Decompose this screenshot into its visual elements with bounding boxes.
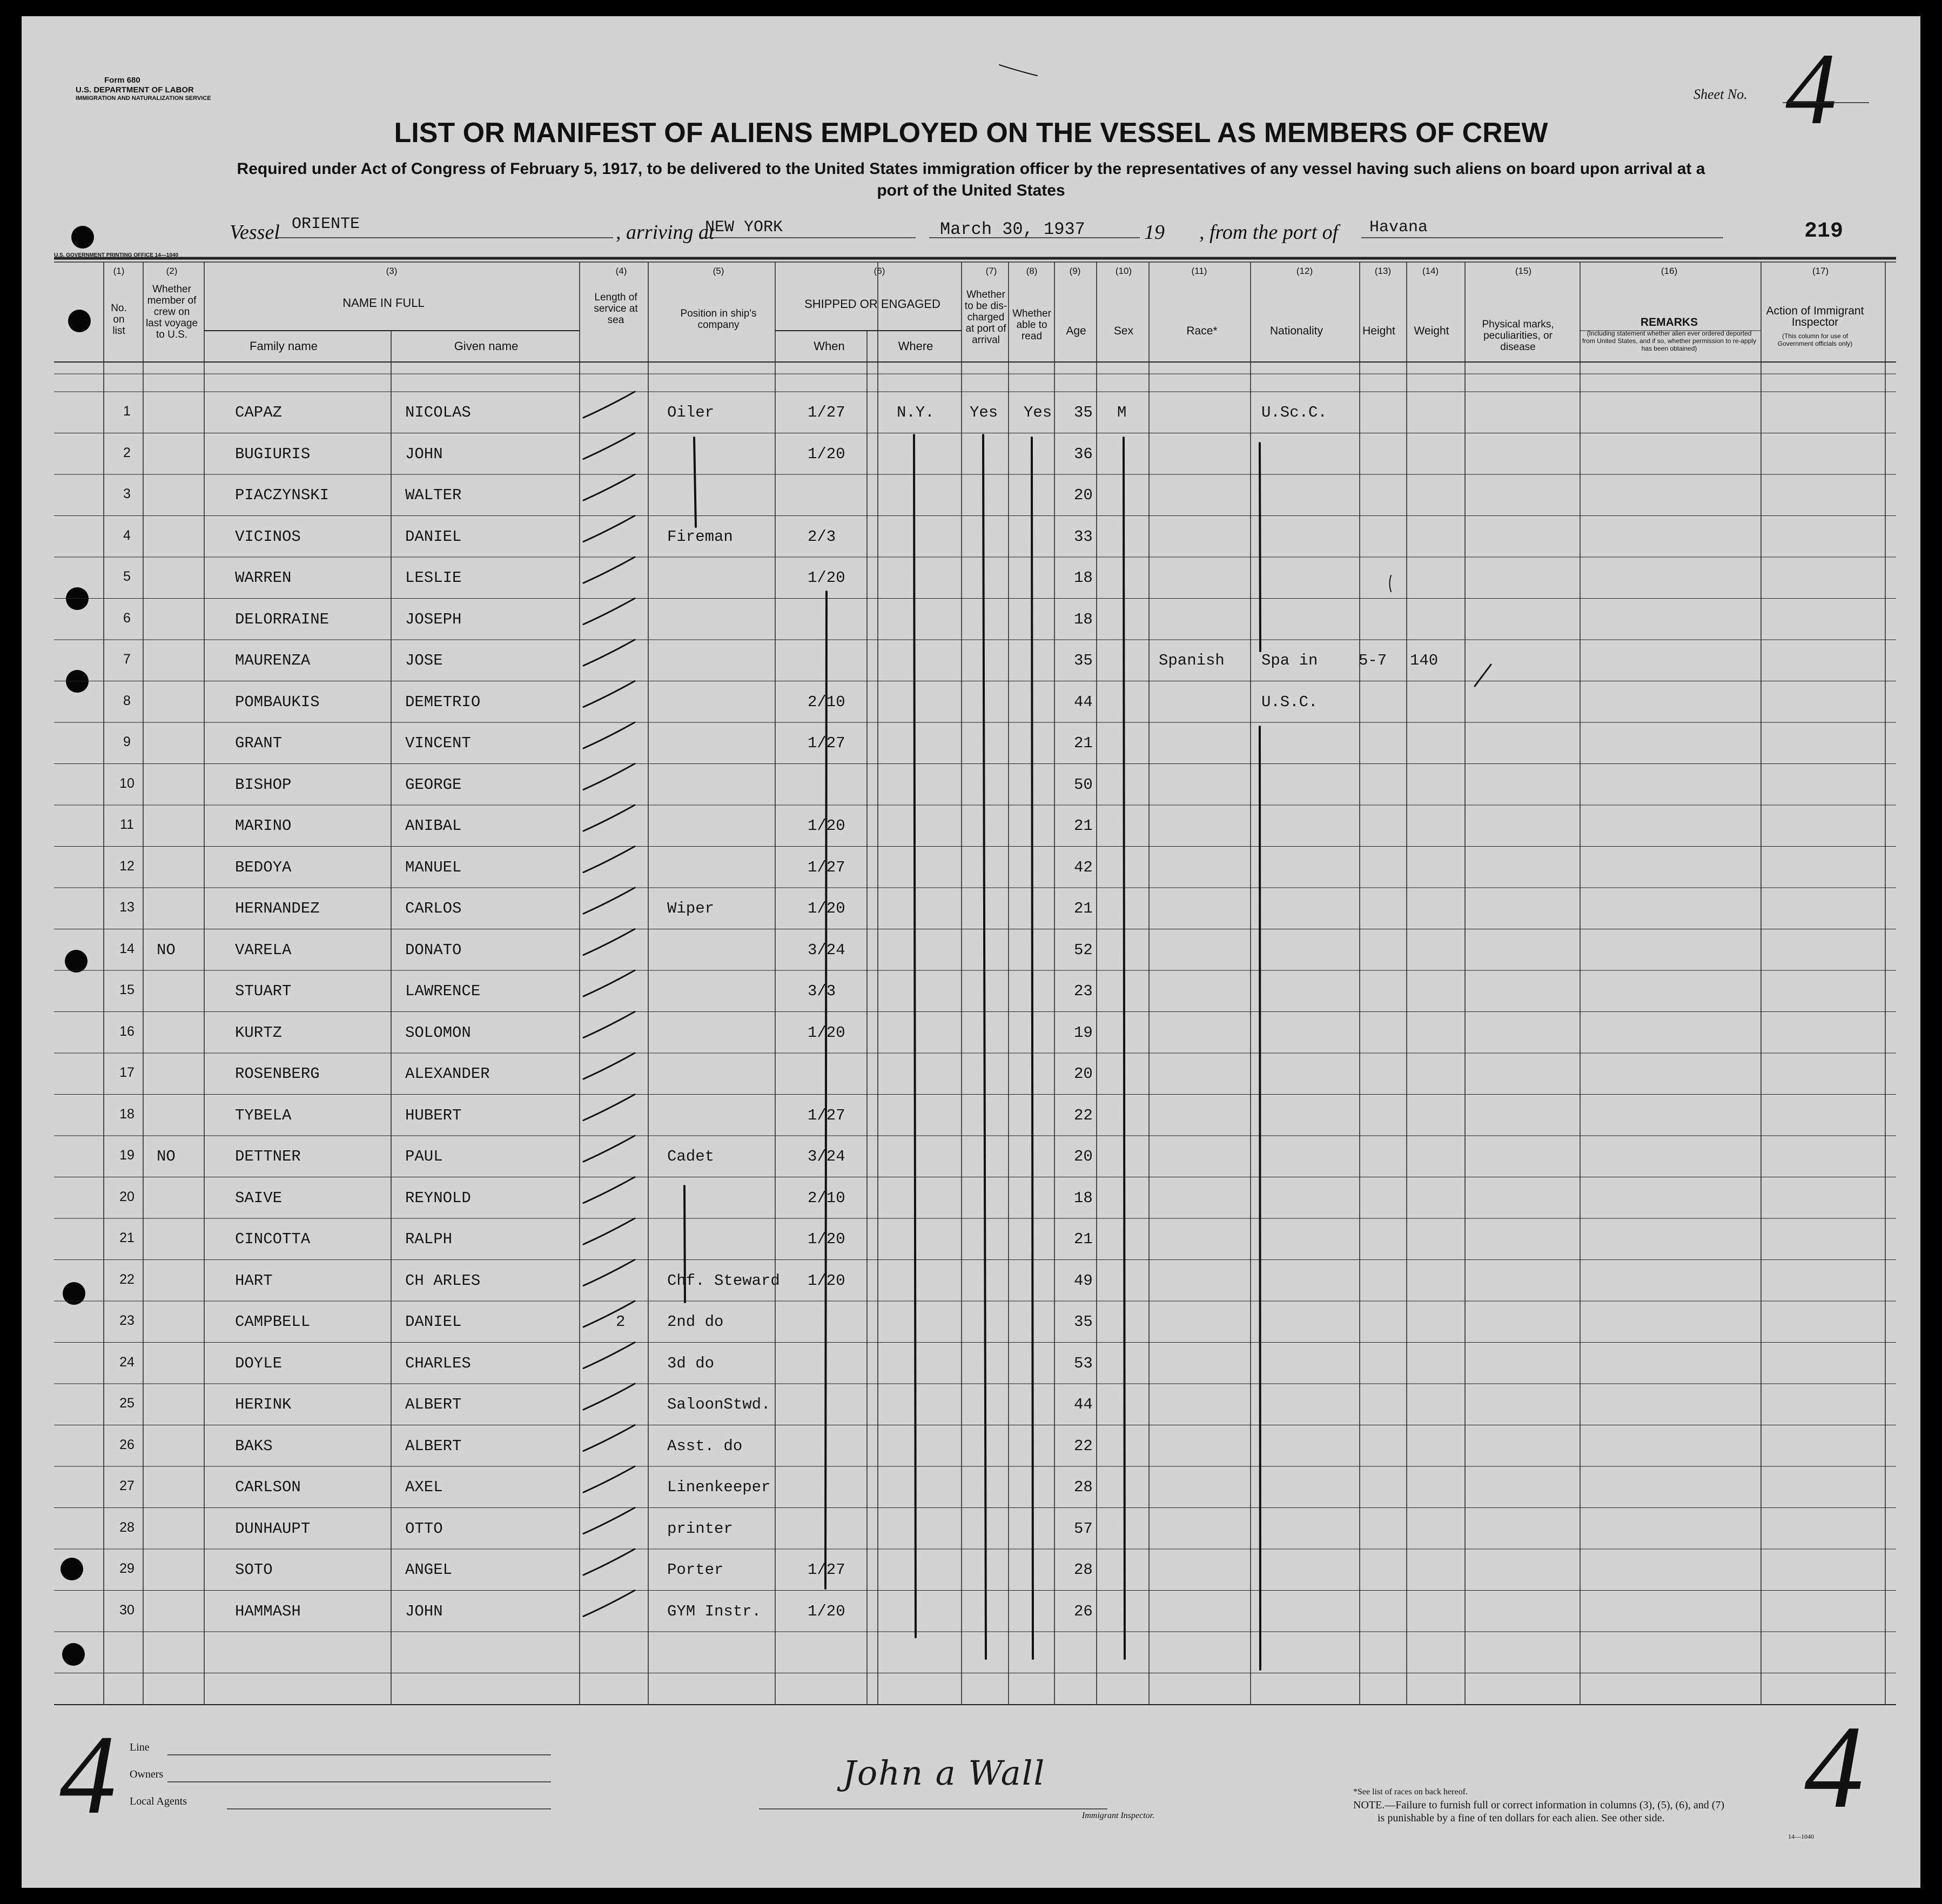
cell-age: 35 — [1074, 1313, 1093, 1331]
cell-given: CARLOS — [405, 900, 462, 917]
cell-when: 1/20 — [808, 445, 845, 463]
note-races: *See list of races on back hereof. — [1353, 1787, 1468, 1796]
cell-age: 20 — [1074, 1065, 1093, 1083]
cell-age: 19 — [1074, 1023, 1093, 1042]
cell-nationality: U.S.C. — [1261, 693, 1318, 711]
cell-given: AXEL — [405, 1478, 443, 1496]
cell-position: Linenkeeper — [667, 1478, 771, 1496]
header-action-note: (This column for use of Government officials only) — [1777, 332, 1853, 347]
punch-hole — [62, 1643, 85, 1666]
cell-age: 28 — [1074, 1478, 1093, 1496]
column-number: (6) — [873, 266, 885, 276]
row-number: 24 — [119, 1354, 135, 1370]
header-able-to-read: Whether able to read — [1012, 308, 1051, 342]
cell-when: 1/20 — [808, 900, 845, 917]
cell-position: 2nd do — [667, 1313, 724, 1331]
cell-family: VICINOS — [235, 527, 301, 546]
cell-given: DANIEL — [405, 527, 462, 546]
arrival-date: March 30, 1937 — [940, 219, 1085, 239]
cell-position: 3d do — [667, 1354, 715, 1372]
cell-age: 22 — [1074, 1106, 1093, 1124]
cell-given: ALBERT — [405, 1396, 462, 1413]
cell-age: 18 — [1074, 610, 1093, 628]
cell-family: CAMPBELL — [235, 1313, 311, 1331]
row-number: 10 — [119, 775, 135, 791]
punch-hole — [66, 587, 89, 610]
header-remarks-note: (Including statement whether alien ever ordered deported from United States, and if so, whether permission to re-apply has been obtained) — [1582, 330, 1757, 352]
cell-age: 28 — [1074, 1561, 1093, 1579]
column-number: (16) — [1661, 266, 1678, 276]
row-number: 8 — [123, 693, 131, 708]
cell-given: DEMETRIO — [405, 693, 481, 711]
cell-given: MANUEL — [405, 858, 462, 876]
row-number: 26 — [119, 1437, 135, 1452]
cell-age: 20 — [1074, 1148, 1093, 1165]
cell-given: ANGEL — [405, 1561, 453, 1579]
column-number: (12) — [1296, 266, 1313, 276]
cell-family: BUGIURIS — [235, 445, 311, 463]
cell-when: 2/10 — [808, 693, 845, 711]
service-label: IMMIGRATION AND NATURALIZATION SERVICE — [76, 95, 211, 102]
cell-age: 21 — [1074, 817, 1093, 835]
cell-when: 1/27 — [808, 1561, 845, 1579]
page-number: 219 — [1804, 219, 1844, 244]
cell-family: HAMMASH — [235, 1602, 301, 1620]
cell-when: 1/20 — [808, 1230, 845, 1248]
cell-age: 49 — [1074, 1271, 1093, 1290]
row-number: 14 — [119, 941, 135, 956]
row-number: 17 — [119, 1065, 135, 1080]
cell-age: 35 — [1074, 404, 1093, 421]
cell-position: Wiper — [667, 900, 715, 917]
row-number: 19 — [119, 1148, 135, 1163]
row-number: 4 — [123, 527, 131, 543]
header-name-in-full: NAME IN FULL — [342, 296, 425, 310]
cell-given: PAUL — [405, 1148, 443, 1165]
cell-age: 53 — [1074, 1354, 1093, 1372]
cell-given: CH ARLES — [405, 1271, 481, 1290]
cell-when: 2/10 — [808, 1189, 845, 1207]
cell-when: 1/20 — [808, 569, 845, 587]
row-number: 18 — [119, 1106, 135, 1122]
cell-age: 36 — [1074, 445, 1093, 463]
note-failure: NOTE.—Failure to furnish full or correct information in columns (3), (5), (6), and (7) — [1353, 1799, 1725, 1811]
cell-given: ALEXANDER — [405, 1065, 490, 1083]
header-given-name: Given name — [454, 339, 519, 353]
cell-family: SOTO — [235, 1561, 273, 1579]
column-number: (15) — [1515, 266, 1532, 276]
cell-given: OTTO — [405, 1519, 443, 1538]
cell-when: 1/27 — [808, 1106, 845, 1124]
cell-position: SaloonStwd. — [667, 1396, 771, 1413]
cell-sex: M — [1117, 404, 1127, 421]
header-age: Age — [1066, 325, 1086, 337]
row-number: 2 — [123, 445, 131, 460]
cell-given: SOLOMON — [405, 1023, 471, 1042]
cell-given: JOSEPH — [405, 610, 462, 628]
cell-given: JOHN — [405, 445, 443, 463]
cell-service: 2 — [616, 1313, 626, 1331]
punch-hole — [63, 1282, 85, 1305]
header-member-last-voyage: Whether member of crew on last voyage to U.S. — [145, 284, 198, 340]
cell-family: STUART — [235, 982, 292, 1000]
cell-when: 1/20 — [808, 1602, 845, 1620]
cell-age: 21 — [1074, 900, 1093, 917]
cell-age: 18 — [1074, 569, 1093, 587]
cell-family: HERNANDEZ — [235, 900, 320, 917]
cell-family: CARLSON — [235, 1478, 301, 1496]
cell-age: 50 — [1074, 775, 1093, 794]
header-where: Where — [898, 339, 933, 353]
cell-race: Spanish — [1159, 652, 1225, 669]
cell-read: Yes — [1024, 404, 1052, 421]
column-number: (8) — [1026, 266, 1038, 276]
cell-given: JOSE — [405, 652, 443, 669]
cell-height: 5-7 — [1359, 652, 1387, 669]
cell-given: RALPH — [405, 1230, 453, 1248]
cell-family: BAKS — [235, 1437, 273, 1455]
cell-age: 52 — [1074, 941, 1093, 959]
cell-given: DONATO — [405, 941, 462, 959]
vessel-label: Vessel — [230, 221, 280, 244]
from-port-label: , from the port of — [1199, 221, 1339, 244]
row-number: 1 — [123, 404, 131, 419]
cell-when: 1/27 — [808, 734, 845, 752]
cell-nationality: U.Sc.C. — [1261, 404, 1327, 421]
header-sex: Sex — [1113, 325, 1134, 337]
row-number: 30 — [119, 1602, 135, 1618]
cell-position: printer — [667, 1519, 733, 1538]
cell-age: 21 — [1074, 734, 1093, 752]
cell-family: GRANT — [235, 734, 283, 752]
cell-family: DOYLE — [235, 1354, 283, 1372]
cell-given: LAWRENCE — [405, 982, 481, 1000]
column-number: (1) — [113, 266, 125, 276]
row-number: 3 — [123, 486, 131, 501]
header-position: Position in ship's company — [680, 308, 757, 331]
header-family-name: Family name — [250, 339, 318, 353]
cell-when: 2/3 — [808, 527, 836, 546]
header-remarks: REMARKS — [1640, 316, 1698, 328]
row-number: 27 — [119, 1478, 135, 1493]
header-nationality: Nationality — [1269, 325, 1323, 337]
cell-when: 3/3 — [808, 982, 836, 1000]
cell-age: 18 — [1074, 1189, 1093, 1207]
cell-discharged: Yes — [970, 404, 998, 421]
cell-given: GEORGE — [405, 775, 462, 794]
cell-position: Fireman — [667, 527, 733, 546]
cell-where: N.Y. — [897, 404, 935, 421]
form-number: Form 680 — [104, 76, 140, 85]
corner-right-number: 4 — [1804, 1701, 1864, 1833]
cell-position: Oiler — [667, 404, 715, 421]
cell-given: DANIEL — [405, 1313, 462, 1331]
cell-given: HUBERT — [405, 1106, 462, 1124]
row-number: 12 — [119, 858, 135, 874]
cell-age: 23 — [1074, 982, 1093, 1000]
cell-family: WARREN — [235, 569, 292, 587]
cell-when: 3/24 — [808, 941, 845, 959]
cell-age: 22 — [1074, 1437, 1093, 1455]
cell-family: HERINK — [235, 1396, 292, 1413]
cell-age: 20 — [1074, 486, 1093, 504]
cell-weight: 140 — [1410, 652, 1439, 669]
cell-family: SAIVE — [235, 1189, 283, 1207]
column-number: (17) — [1812, 266, 1829, 276]
cell-position: GYM Instr. — [667, 1602, 762, 1620]
header-length-service: Length of service at sea — [594, 292, 638, 326]
cell-when: 1/20 — [808, 817, 845, 835]
row-number: 29 — [119, 1561, 135, 1576]
column-number: (2) — [166, 266, 178, 276]
column-number: (11) — [1191, 266, 1207, 276]
row-number: 20 — [119, 1189, 135, 1204]
cell-family: ROSENBERG — [235, 1065, 320, 1083]
cell-age: 44 — [1074, 693, 1093, 711]
cell-age: 33 — [1074, 527, 1093, 546]
header-when: When — [814, 339, 845, 353]
header-weight: Weight — [1414, 325, 1449, 337]
cell-when: 1/27 — [808, 858, 845, 876]
department-label: U.S. DEPARTMENT OF LABOR — [76, 85, 194, 95]
cell-family: DETTNER — [235, 1148, 301, 1165]
cell-age: 44 — [1074, 1396, 1093, 1413]
cell-given: NICOLAS — [405, 404, 471, 421]
column-number: (10) — [1115, 266, 1132, 276]
cell-family: VARELA — [235, 941, 292, 959]
arriving-label: , arriving at — [616, 221, 715, 244]
header-physical-marks: Physical marks, peculiarities, or disease — [1482, 319, 1554, 353]
cell-position: Chf. Steward — [667, 1271, 780, 1290]
row-number: 22 — [119, 1271, 135, 1287]
manifest-subtitle-2: port of the United States — [877, 182, 1065, 199]
cell-when: 1/20 — [808, 1271, 845, 1290]
cell-family: HART — [235, 1271, 273, 1290]
cell-given: LESLIE — [405, 569, 462, 587]
arrival-port: NEW YORK — [705, 218, 783, 237]
row-number: 11 — [120, 817, 134, 832]
cell-family: DELORRAINE — [235, 610, 330, 628]
note-fine: is punishable by a fine of ten dollars for each alien. See other side. — [1377, 1812, 1665, 1824]
cell-given: ALBERT — [405, 1437, 462, 1455]
cell-given: CHARLES — [405, 1354, 471, 1372]
row-number: 25 — [119, 1396, 135, 1411]
cell-family: BEDOYA — [235, 858, 292, 876]
cell-prev: NO — [157, 941, 176, 959]
row-number: 7 — [123, 652, 131, 667]
cell-age: 42 — [1074, 858, 1093, 876]
sheet-number-label: Sheet No. — [1694, 86, 1748, 102]
cell-position: Porter — [667, 1561, 724, 1579]
row-number: 28 — [119, 1519, 135, 1535]
cell-position: Asst. do — [667, 1437, 743, 1455]
signature-text: John a Wall — [843, 1753, 1046, 1793]
cell-age: 35 — [1074, 652, 1093, 669]
inspector-signature — [843, 1753, 1124, 1818]
cell-family: BISHOP — [235, 775, 292, 794]
cell-given: ANIBAL — [405, 817, 462, 835]
header-shipped-engaged: SHIPPED OR ENGAGED — [804, 297, 940, 311]
header-height: Height — [1362, 325, 1395, 337]
printing-office-label: U.S. GOVERNMENT PRINTING OFFICE 14—1040 — [54, 252, 179, 258]
row-number: 9 — [123, 734, 131, 749]
column-number: (7) — [985, 266, 997, 276]
punch-hole — [65, 950, 88, 973]
row-number: 21 — [119, 1230, 135, 1245]
sheet-number: 4 — [1785, 32, 1837, 146]
cell-family: POMBAUKIS — [235, 693, 320, 711]
row-number: 16 — [119, 1023, 135, 1039]
departure-port: Havana — [1369, 218, 1428, 237]
corner-left-number: 4 — [59, 1712, 116, 1838]
cell-given: VINCENT — [405, 734, 471, 752]
manifest-title: LIST OR MANIFEST OF ALIENS EMPLOYED ON THE VESSEL AS MEMBERS OF CREW — [394, 117, 1548, 149]
cell-family: CAPAZ — [235, 404, 283, 421]
cell-age: 26 — [1074, 1602, 1093, 1620]
line-label: Line — [130, 1741, 150, 1753]
cell-when: 1/27 — [808, 404, 845, 421]
cell-family: DUNHAUPT — [235, 1519, 311, 1538]
cell-position: Cadet — [667, 1148, 715, 1165]
form-code: 14—1040 — [1788, 1833, 1814, 1840]
column-number: (5) — [713, 266, 724, 276]
punch-hole — [68, 310, 91, 332]
manifest-subtitle: Required under Act of Congress of February 5, 1917, to be delivered to the United States immigration officer by the representatives of any vessel having such aliens on board upon arrival at a — [237, 160, 1705, 178]
column-number: (3) — [386, 266, 398, 276]
local-agents-label: Local Agents — [130, 1795, 187, 1807]
row-number: 15 — [119, 982, 135, 997]
vessel-name: ORIENTE — [292, 215, 360, 233]
manifest-sheet — [22, 16, 1920, 1888]
header-race: Race* — [1186, 325, 1218, 337]
cell-prev: NO — [157, 1148, 176, 1165]
row-number: 13 — [119, 900, 135, 915]
row-number: 5 — [123, 569, 131, 584]
header-action: Action of Immigrant Inspector — [1766, 305, 1864, 328]
cell-family: PIACZYNSKI — [235, 486, 330, 504]
punch-hole — [71, 226, 94, 249]
row-number: 6 — [123, 610, 131, 626]
cell-family: TYBELA — [235, 1106, 292, 1124]
cell-when: 3/24 — [808, 1148, 845, 1165]
cell-given: WALTER — [405, 486, 462, 504]
cell-family: MARINO — [235, 817, 292, 835]
cell-family: CINCOTTA — [235, 1230, 311, 1248]
cell-family: MAURENZA — [235, 652, 311, 669]
column-number: (9) — [1069, 266, 1081, 276]
header-discharged: Whether to be dis-charged at port of arrival — [964, 289, 1007, 346]
cell-nationality: Spa in — [1261, 652, 1318, 669]
column-number: (4) — [615, 266, 627, 276]
row-number: 23 — [119, 1313, 135, 1328]
cell-age: 21 — [1074, 1230, 1093, 1248]
column-number: (13) — [1374, 266, 1392, 276]
year-label: 19 — [1144, 221, 1165, 244]
header-no-on-list: No. on list — [111, 303, 127, 337]
column-number: (14) — [1422, 266, 1439, 276]
inspector-label: Immigrant Inspector. — [1081, 1811, 1155, 1820]
punch-hole — [66, 670, 89, 693]
cell-age: 57 — [1074, 1519, 1093, 1538]
cell-family: KURTZ — [235, 1023, 283, 1042]
cell-given: JOHN — [405, 1602, 443, 1620]
cell-given: REYNOLD — [405, 1189, 471, 1207]
owners-label: Owners — [130, 1768, 164, 1780]
cell-when: 1/20 — [808, 1023, 845, 1042]
punch-hole — [61, 1558, 83, 1580]
